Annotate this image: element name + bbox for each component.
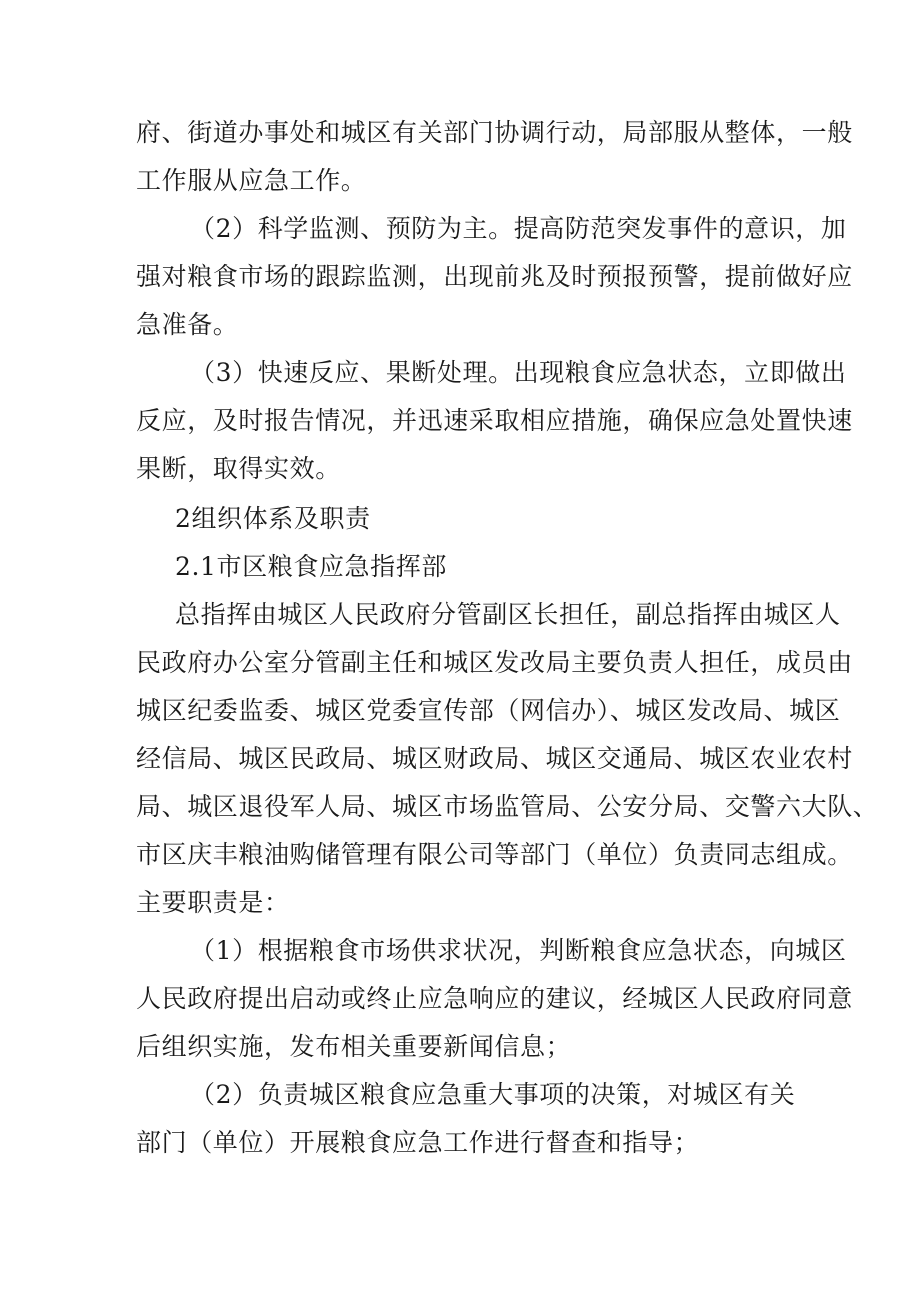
text-line: 总指挥由城区人民政府分管副区长担任，副总指挥由城区人 — [175, 600, 841, 629]
text-line: （3）快速反应、果断处理。出现粮食应急状态，立即做出 — [190, 358, 847, 387]
text-line: 急准备。 — [136, 310, 239, 339]
text-line: 果断，取得实效。 — [136, 454, 341, 483]
text-line: 府、街道办事处和城区有关部门协调行动，局部服从整体，一般 — [136, 118, 853, 147]
text-line: 反应，及时报告情况，并迅速采取相应措施，确保应急处置快速 — [136, 406, 853, 435]
text-line: （1）根据粮食市场供求状况，判断粮食应急状态，向城区 — [190, 936, 847, 965]
text-line: （2）负责城区粮食应急重大事项的决策，对城区有关 — [190, 1080, 796, 1109]
text-line: 城区纪委监委、城区党委宣传部（网信办）、城区发改局、城区 — [136, 696, 841, 725]
text-line: （2）科学监测、预防为主。提高防范突发事件的意识，加 — [190, 214, 847, 243]
text-line: 主要职责是： — [136, 888, 290, 917]
text-line: 局、城区退役军人局、城区市场监管局、公安分局、交警六大队、 — [136, 792, 879, 821]
text-line: 经信局、城区民政局、城区财政局、城区交通局、城区农业农村 — [136, 744, 853, 773]
text-line: 部门（单位）开展粮食应急工作进行督查和指导； — [136, 1128, 700, 1157]
text-line: 民政府办公室分管副主任和城区发改局主要负责人担任，成员由 — [136, 648, 853, 677]
text-line: 后组织实施，发布相关重要新闻信息； — [136, 1032, 572, 1061]
text-line: 工作服从应急工作。 — [136, 166, 367, 195]
subsection-heading: 2.1市区粮食应急指挥部 — [175, 552, 447, 581]
text-line: 市区庆丰粮油购储管理有限公司等部门（单位）负责同志组成。 — [136, 840, 853, 869]
text-line: 强对粮食市场的跟踪监测，出现前兆及时预报预警，提前做好应 — [136, 262, 853, 291]
text-line: 人民政府提出启动或终止应急响应的建议，经城区人民政府同意 — [136, 984, 853, 1013]
section-heading: 2组织体系及职责 — [175, 504, 371, 533]
